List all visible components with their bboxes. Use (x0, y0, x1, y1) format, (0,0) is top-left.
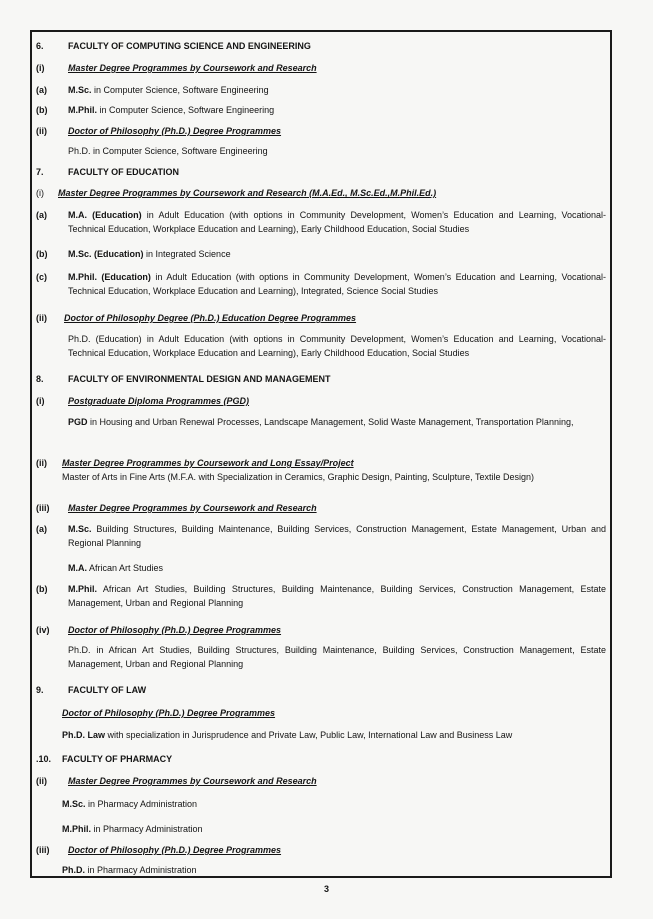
item-number: (a) (36, 85, 47, 95)
text-span: PGD (68, 417, 88, 427)
item-number: (i) (36, 63, 45, 73)
text-span: Ph.D. (62, 865, 86, 875)
item-number: (ii) (36, 313, 47, 323)
text-span: FACULTY OF ENVIRONMENTAL DESIGN AND MANAGEMENT (68, 374, 331, 384)
item-text (68, 145, 606, 159)
item-text (68, 62, 606, 76)
item-number: (a) (36, 524, 47, 534)
item-text (68, 166, 606, 180)
section-heading: Postgraduate Diploma Programmes (PGD) (68, 396, 250, 406)
item-number: (c) (36, 272, 47, 282)
item-text (62, 823, 606, 837)
section-heading: Doctor of Philosophy (Ph.D.) Degree Programmes (68, 625, 282, 635)
text-span: FACULTY OF EDUCATION (68, 167, 179, 177)
text-span: Ph.D. in Computer Science, Software Engineering (68, 146, 268, 156)
item-text (68, 125, 606, 139)
text-span: M.Sc. (68, 85, 92, 95)
text-span: M.Sc. (68, 524, 92, 534)
item-number: (ii) (36, 776, 47, 786)
text-span: Ph.D. in African Art Studies, Building Structures, Building Maintenance, Building Services, Construction Management, Estate Management, Urban and Regional Planning (68, 645, 606, 669)
text-span: M.Phil. (68, 105, 97, 115)
section-heading: Master Degree Programmes by Coursework and Long Essay/Project (62, 458, 354, 468)
item-text (62, 457, 606, 484)
text-span: in Integrated Science (143, 249, 231, 259)
section-heading: Master Degree Programmes by Coursework and Research (68, 776, 317, 786)
item-text (68, 248, 606, 262)
text-span: FACULTY OF PHARMACY (62, 754, 173, 764)
text-span: in Pharmacy Administration (85, 865, 197, 875)
item-number: (iii) (36, 503, 50, 513)
item-text (68, 271, 606, 298)
item-number: (i) (36, 396, 45, 406)
item-number: 7. (36, 167, 44, 177)
item-number: 6. (36, 41, 44, 51)
page-number: 3 (323, 884, 329, 894)
text-span: African Art Studies (87, 563, 164, 573)
item-number: (i) (36, 188, 44, 198)
item-number: .10. (36, 754, 52, 764)
item-text (68, 684, 606, 698)
item-number: (b) (36, 584, 48, 594)
section-heading: Master Degree Programmes by Coursework and Research (68, 63, 317, 73)
item-number: (b) (36, 105, 48, 115)
text-span: in Adult Education (with options in Community Development, Women’s Education and Learning, Vocational-Technical Education, Workplace Education and Learning), Early Childhood Education, Social Studies (68, 210, 606, 234)
text-span: M.Phil. (62, 824, 91, 834)
text-span: M.Phil. (68, 584, 97, 594)
section-heading: Master Degree Programmes by Coursework and Research (68, 503, 317, 513)
item-text (68, 624, 606, 638)
section-heading: Doctor of Philosophy (Ph.D.) Degree Programmes (68, 845, 282, 855)
item-number: 8. (36, 374, 44, 384)
text-span: M.Phil. (Education) (68, 272, 151, 282)
text-span: M.Sc. (62, 799, 86, 809)
item-text (62, 707, 606, 721)
item-number: (iii) (36, 845, 50, 855)
text-span: FACULTY OF LAW (68, 685, 147, 695)
section-heading: Master Degree Programmes by Coursework and Research (M.A.Ed., M.Sc.Ed.,M.Phil.Ed.) (58, 188, 437, 198)
item-text (68, 844, 606, 858)
text-span: in Computer Science, Software Engineering (91, 85, 269, 95)
item-text (62, 753, 606, 767)
document-frame (30, 30, 612, 878)
item-number: (ii) (36, 126, 47, 136)
item-text (68, 104, 606, 118)
item-text (62, 729, 606, 743)
item-text (68, 333, 606, 360)
item-text (68, 209, 606, 236)
text-span: in Pharmacy Administration (85, 799, 198, 809)
item-text (68, 373, 606, 387)
text-span: Ph.D. Law (62, 730, 106, 740)
text-span: with specialization in Jurisprudence and Private Law, Public Law, International Law and Business Law (105, 730, 513, 740)
item-text (68, 583, 606, 610)
text-span: M.A. (Education) (68, 210, 142, 220)
text-span: FACULTY OF COMPUTING SCIENCE AND ENGINEERING (68, 41, 311, 51)
text-span: Building Structures, Building Maintenance, Building Services, Construction Management, Estate Management, Urban and Regional Planning (68, 524, 606, 548)
item-number: (iv) (36, 625, 50, 635)
item-text (68, 40, 606, 54)
text-span: African Art Studies, Building Structures, Building Maintenance, Building Services, Construction Management, Estate Management, Urban and Regional Planning (68, 584, 606, 608)
item-number: (ii) (36, 458, 47, 468)
section-heading: Doctor of Philosophy (Ph.D.) Degree Programmes (62, 708, 276, 718)
text-span: Ph.D. (Education) in Adult Education (with options in Community Development, Women’s Education and Learning, Vocational-Technical Education, Workplace Education and Learning), Early Childhood Education, Social Studies (68, 334, 606, 358)
item-text (68, 644, 606, 671)
item-text (62, 864, 606, 878)
item-text (64, 312, 606, 326)
item-text (68, 416, 606, 430)
item-text (68, 775, 606, 789)
item-text (62, 798, 606, 812)
item-text (68, 523, 606, 550)
text-span: in Adult Education (with options in Community Development, Women’s Education and Learning, Vocational-Technical Education, Workplace Education and Learning), Integrated, Science Social Studies (68, 272, 606, 296)
item-number: (a) (36, 210, 47, 220)
section-heading: Doctor of Philosophy Degree (Ph.D.) Education Degree Programmes (64, 313, 357, 323)
text-span: M.Sc. (Education) (68, 249, 144, 259)
item-number: (b) (36, 249, 48, 259)
text-span: in Pharmacy Administration (91, 824, 203, 834)
text-span: M.A. (68, 563, 87, 573)
item-text (68, 84, 606, 98)
item-text (68, 562, 606, 576)
item-text (58, 187, 606, 201)
item-text (68, 395, 606, 409)
section-heading: Doctor of Philosophy (Ph.D.) Degree Programmes (68, 126, 282, 136)
text-span: in Housing and Urban Renewal Processes, Landscape Management, Solid Waste Management, Transportation Planning, (87, 417, 574, 427)
text-span: Master of Arts in Fine Arts (M.F.A. with Specialization in Ceramics, Graphic Design, Painting, Sculpture, Textile Design) (62, 471, 535, 482)
item-text (68, 502, 606, 516)
item-number: 9. (36, 685, 44, 695)
text-span: in Computer Science, Software Engineering (97, 105, 275, 115)
